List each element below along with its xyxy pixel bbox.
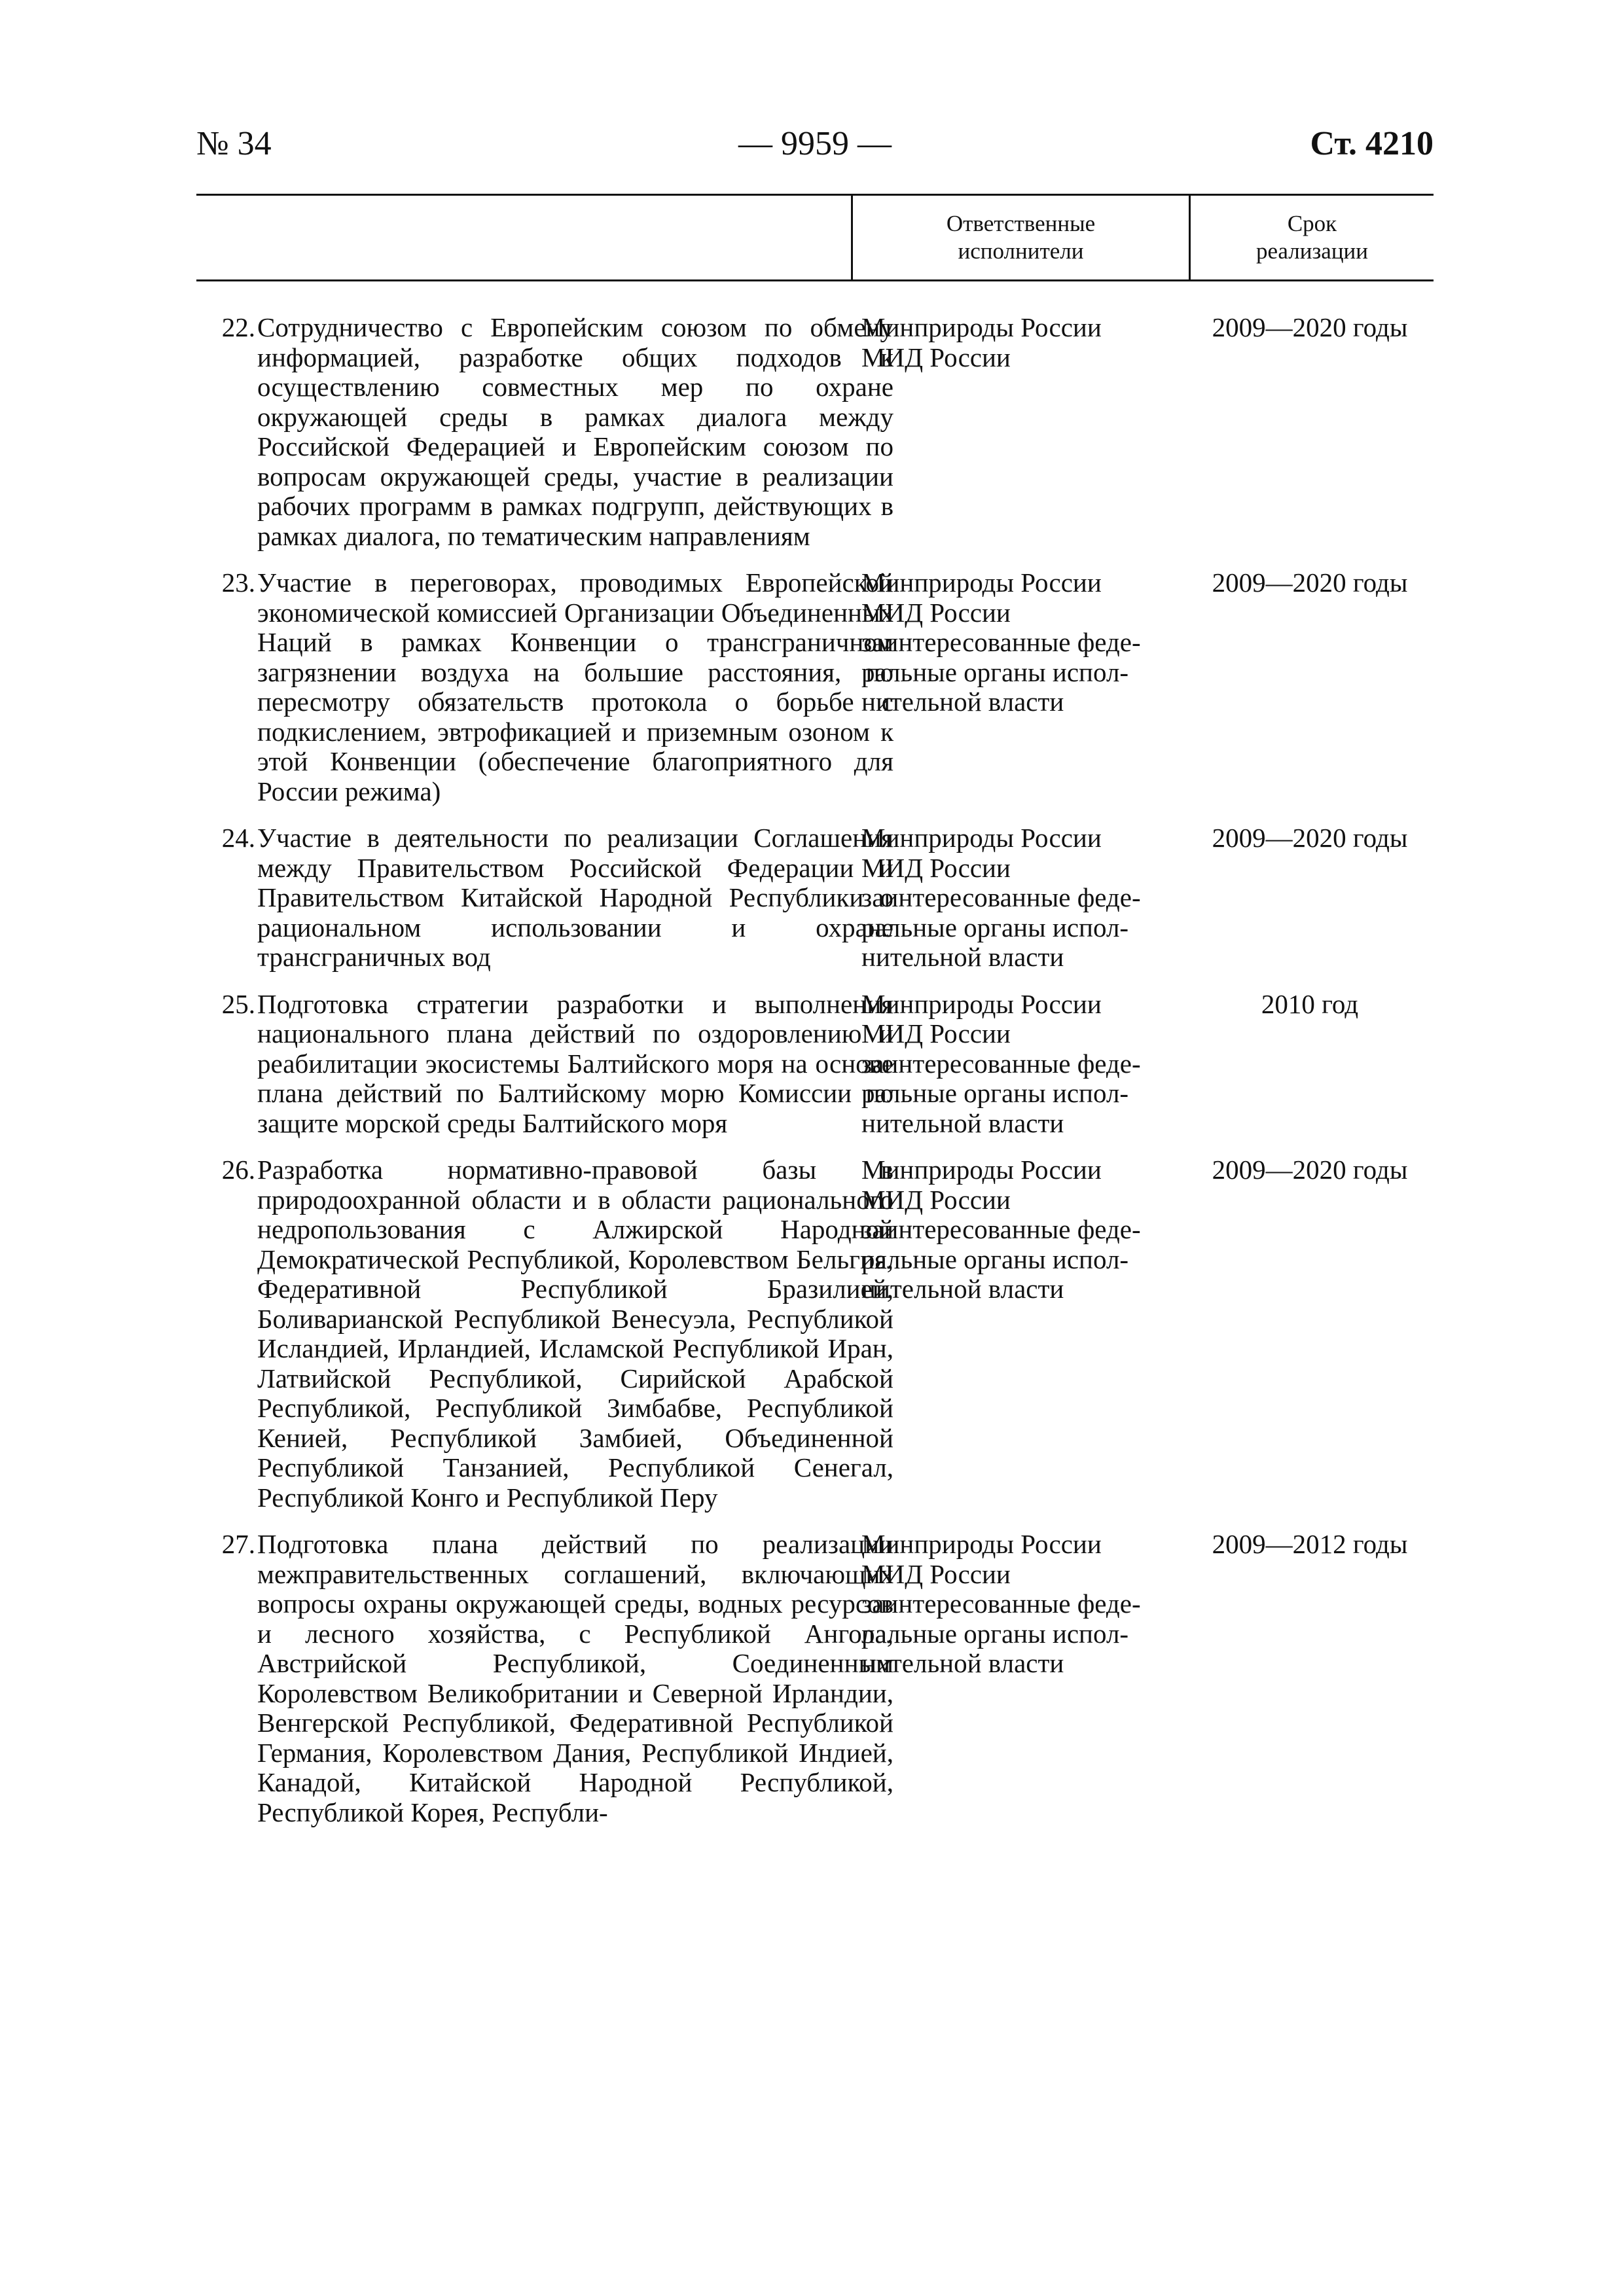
row-description: Разработка нормативно-правовой базы в природоохранной области и в области рационального недропользования с Алжирской Народной Демократической Республикой, Королевством Бельгия, Федеративной Республикой Бразилией, Боливарианской Республикой Венесуэла, Республикой Исландией, Ирландией, Исламской Республикой Иран, Латвийской Республикой, Сирийской Арабской Республикой, Республикой Зимбабве, Республикой Кенией, Республикой Замбией, Объединенной Республикой Танзанией, Республикой Сенегал, Республикой Конго и Республикой Перу <box>257 1155 893 1513</box>
responsible-line: заинтересованные феде- <box>861 627 1141 657</box>
row-number: 26. <box>221 1155 255 1185</box>
responsible-line: Минприроды России <box>861 1155 1102 1185</box>
responsible-line: МИД России <box>861 597 1011 628</box>
running-head <box>196 124 1434 177</box>
responsible-line: ральные органы испол- <box>861 1618 1129 1649</box>
responsible-line: ральные органы испол- <box>861 656 1129 687</box>
responsible-line: ральные органы испол- <box>861 912 1129 942</box>
row-term: 2009—2020 годы <box>1212 567 1408 598</box>
row-responsible <box>861 1155 1141 1304</box>
measures-table <box>196 313 1434 1844</box>
responsible-line: заинтересованные феде- <box>861 1588 1141 1619</box>
responsible-line: заинтересованные феде- <box>861 882 1141 912</box>
page-number: — 9959 — <box>738 125 892 162</box>
responsible-line: Минприроды России <box>861 567 1102 598</box>
table-row <box>196 1155 1434 1513</box>
responsible-line: нительной власти <box>861 687 1064 717</box>
row-term: 2009—2020 годы <box>1212 823 1408 853</box>
row-description: Участие в переговорах, проводимых Европейской экономической комиссией Организации Объединенных Наций в рамках Конвенции о трансграничном загрязнении воздуха на большие расстояния, по пересмотру обязательств протокола о борьбе с подкислением, эвтрофикацией и приземным озоном к этой Конвенции (обеспечение благоприятного для России режима) <box>257 567 893 806</box>
responsible-line: нительной власти <box>861 1274 1064 1304</box>
row-number: 23. <box>221 567 255 598</box>
responsible-line: ральные органы испол- <box>861 1078 1129 1108</box>
row-number: 22. <box>221 312 255 342</box>
table-row <box>196 1530 1434 1827</box>
responsible-line: нительной власти <box>861 1107 1064 1138</box>
table-row <box>196 823 1434 973</box>
responsible-line: МИД России <box>861 1018 1011 1049</box>
row-responsible <box>861 988 1141 1139</box>
header-term: Срок реализации <box>1255 211 1369 264</box>
table-header <box>196 194 1434 281</box>
responsible-line: нительной власти <box>861 942 1064 972</box>
responsible-line: МИД России <box>861 852 1011 883</box>
row-description: Подготовка плана действий по реализации межправительственных соглашений, включающих вопросы охраны окружающей среды, водных ресурсов и лесного хозяйства, с Республикой Ангола, Австрийской Республикой, Соединенным Королевством Великобритании и Северной Ирландии, Венгерской Республикой, Федеративной Республикой Германия, Королевством Дания, Республикой Индией, Канадой, Китайской Народной Республикой, Республикой Корея, Республи- <box>257 1529 893 1827</box>
row-term: 2009—2020 годы <box>1212 1155 1408 1185</box>
responsible-line: ральные органы испол- <box>861 1244 1129 1274</box>
responsible-line: Минприроды России <box>861 1529 1102 1559</box>
row-responsible <box>861 567 1141 717</box>
row-description: Сотрудничество с Европейским союзом по обмену информацией, разработке общих подходов к осуществлению совместных мер по охране окружающей среды в рамках диалога между Российской Федерацией и Европейским союзом по вопросам окружающей среды, участие в реализации рабочих программ в рамках подгрупп, действующих в рамках диалога, по тематическим направлениям <box>257 312 893 551</box>
responsible-line: заинтересованные феде- <box>861 1048 1141 1079</box>
table-row <box>196 568 1434 806</box>
row-responsible <box>861 1529 1141 1679</box>
row-responsible <box>861 313 1130 372</box>
article-number: Ст. 4210 <box>1310 125 1434 162</box>
row-description: Участие в деятельности по реализации Соглашения между Правительством Российской Федерации и Правительством Китайской Народной Республики о рациональном использовании и охране трансграничных вод <box>257 823 893 972</box>
table-row <box>196 990 1434 1139</box>
responsible-line: нительной власти <box>861 1648 1064 1678</box>
responsible-line: МИД России <box>861 1184 1011 1215</box>
row-number: 24. <box>221 823 255 853</box>
responsible-line: Минприроды России <box>861 988 1102 1019</box>
row-term: 2009—2020 годы <box>1212 312 1408 342</box>
row-description: Подготовка стратегии разработки и выполнения национального плана действий по оздоровлению и реабилитации экосистемы Балтийского моря на основе плана действий по Балтийскому морю Комиссии по защите морской среды Балтийского моря <box>257 988 893 1138</box>
responsible-line: МИД России <box>861 342 1011 372</box>
row-term: 2009—2012 годы <box>1212 1529 1408 1559</box>
row-term: 2010 год <box>1261 988 1359 1019</box>
row-number: 25. <box>221 988 255 1019</box>
header-responsible: Ответственные исполнители <box>946 211 1096 264</box>
responsible-line: заинтересованные феде- <box>861 1214 1141 1244</box>
responsible-line: Минприроды России <box>861 823 1102 853</box>
row-number: 27. <box>221 1529 255 1559</box>
responsible-line: МИД России <box>861 1558 1011 1589</box>
responsible-line: Минприроды России <box>861 312 1102 342</box>
row-responsible <box>861 823 1141 973</box>
issue-number: № 34 <box>196 125 272 162</box>
table-row <box>196 313 1434 551</box>
